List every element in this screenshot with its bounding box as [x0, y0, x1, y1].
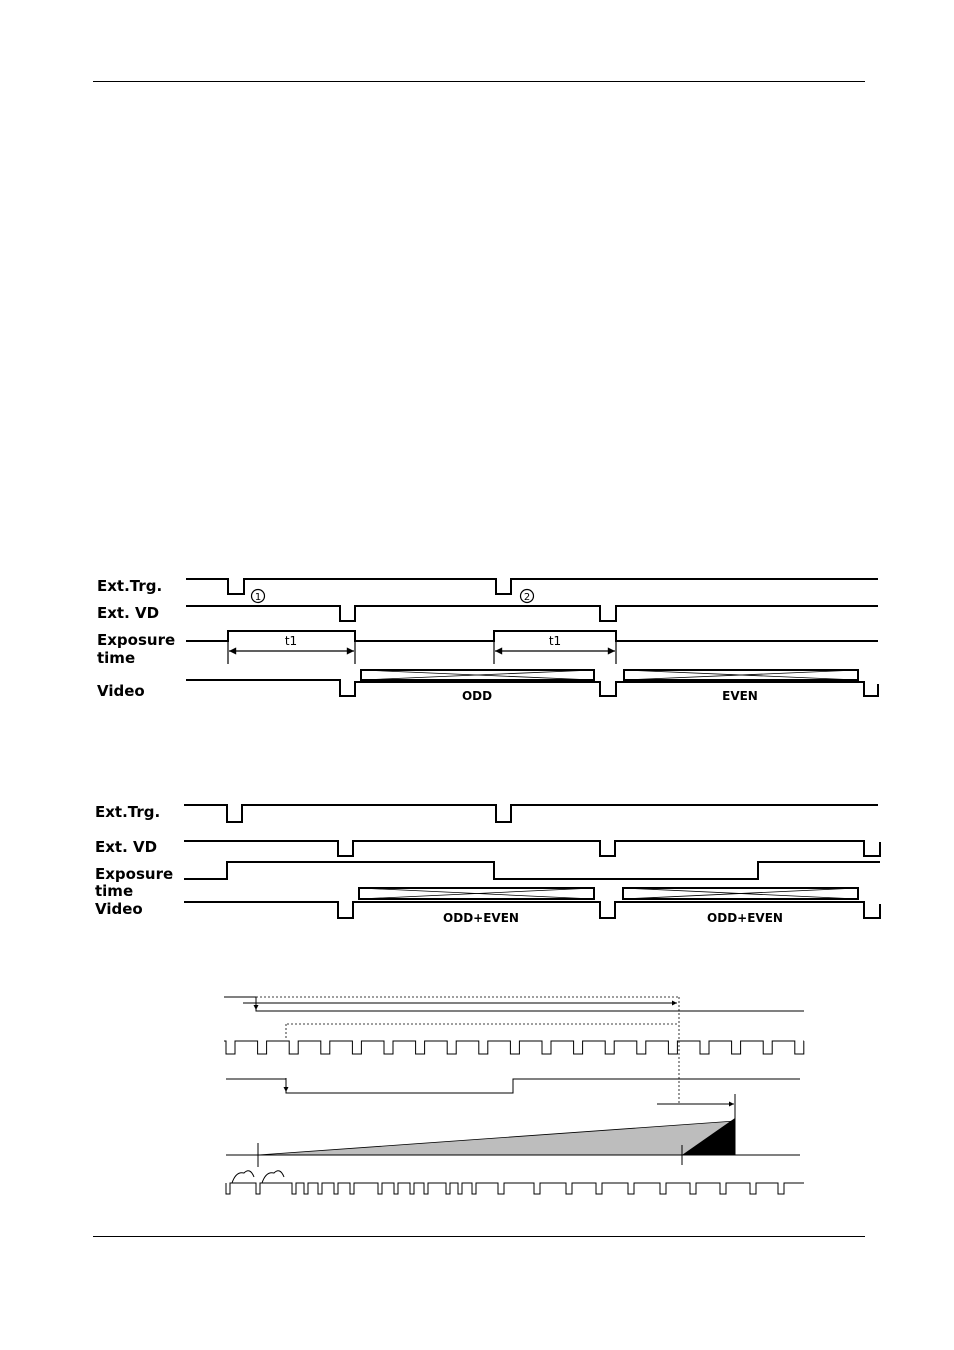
footer-rule: [93, 1236, 865, 1237]
label-exposure-time: time: [95, 882, 134, 900]
label-video: Video: [97, 682, 145, 700]
label-ext-vd: Ext. VD: [95, 838, 158, 856]
pulse-train: [224, 1041, 804, 1054]
label-ext-trg: Ext.Trg.: [97, 577, 163, 595]
label-ext-vd: Ext. VD: [97, 604, 160, 622]
t1-label: t1: [284, 634, 298, 648]
field-label-odd: ODD: [461, 689, 493, 703]
label-video: Video: [95, 900, 143, 918]
field-label-odd-even: ODD+EVEN: [443, 911, 519, 925]
label-ext-trg: Ext.Trg.: [95, 803, 161, 821]
pulse-train: [226, 1183, 804, 1194]
marker-1: 1: [254, 592, 262, 603]
label-exposure-time: time: [97, 649, 136, 667]
gate-signal: [226, 1079, 800, 1093]
label-exposure: Exposure: [95, 865, 174, 883]
label-exposure: Exposure: [97, 631, 176, 649]
t1-label: t1: [548, 634, 562, 648]
field-label-even: EVEN: [722, 689, 758, 703]
integration-ramp: [258, 1121, 735, 1155]
marker-2: 2: [523, 592, 531, 603]
field-label-odd-even: ODD+EVEN: [707, 911, 783, 925]
pulse-bump: [232, 1171, 284, 1183]
